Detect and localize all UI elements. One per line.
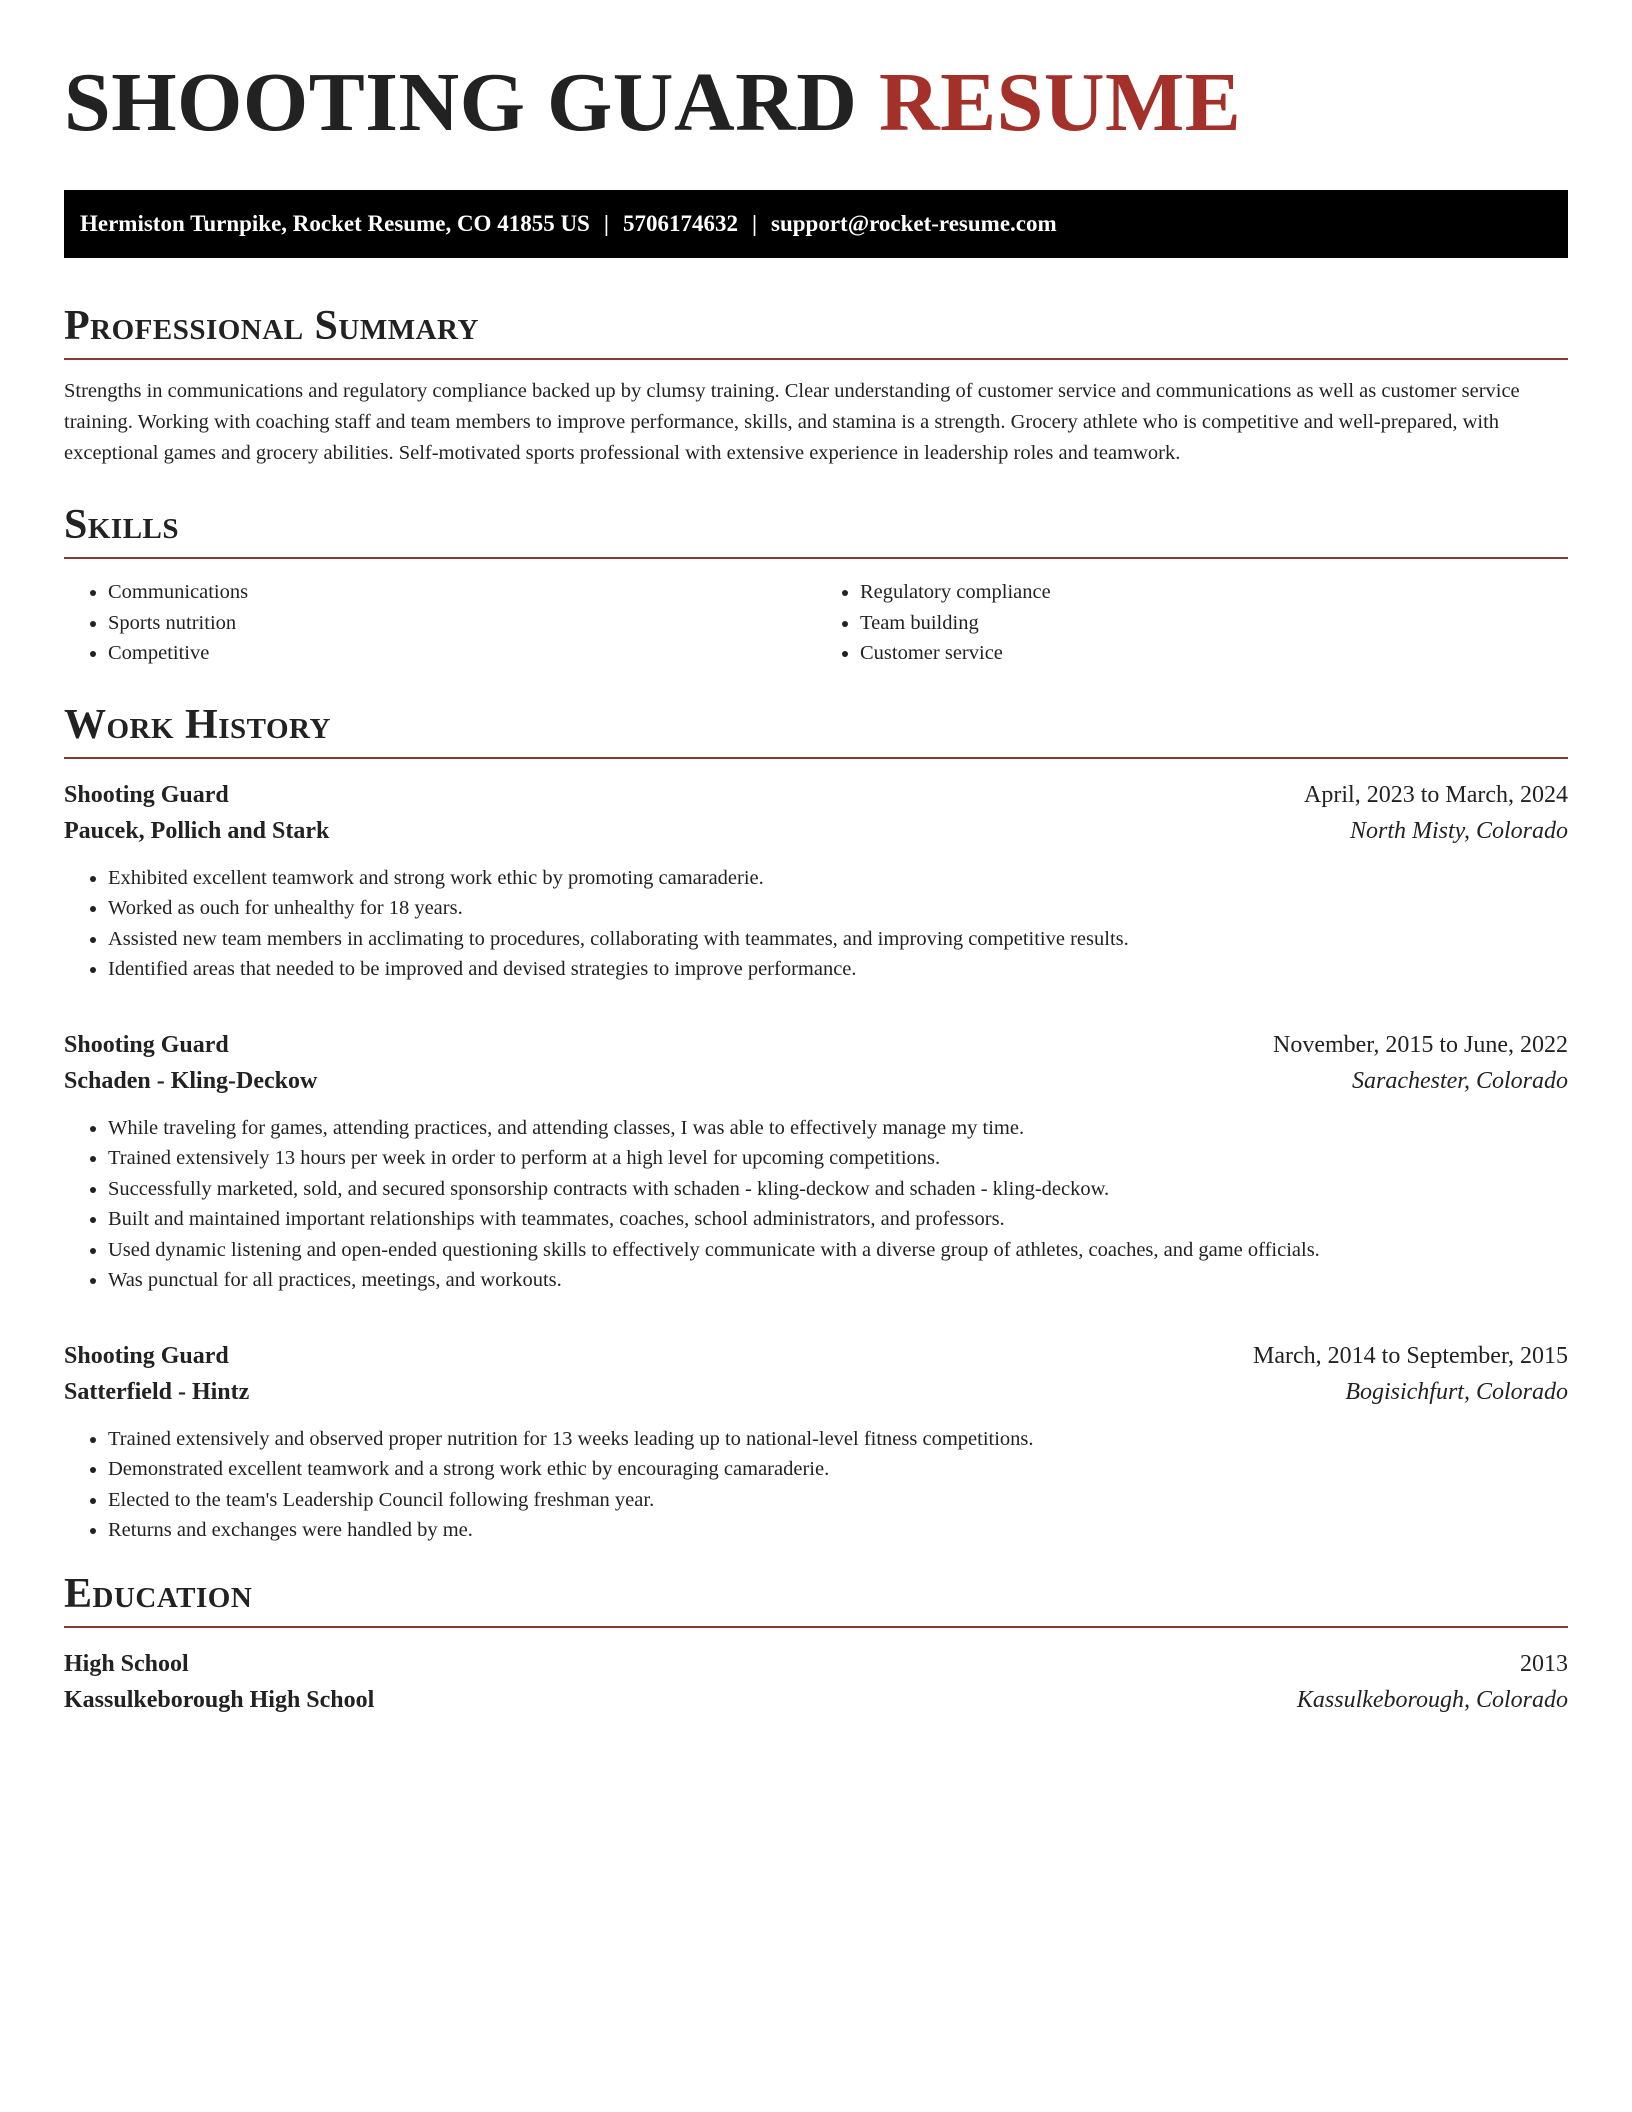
job-dates: November, 2015 to June, 2022 <box>1273 1031 1568 1058</box>
job-bullet: • While traveling for games, attending practices, and attending classes, I was able to effectively manage my time. <box>108 1113 1568 1144</box>
job-bullet: • Worked as ouch for unhealthy for 18 years. <box>108 893 1568 924</box>
job-location: Sarachester, Colorado <box>1352 1067 1568 1094</box>
education-section <box>64 1568 1568 1718</box>
title-role: SHOOTING GUARD <box>64 56 858 149</box>
job-company-row <box>64 1063 1568 1099</box>
contact-separator: | <box>603 211 609 236</box>
skills-left-list <box>64 577 816 669</box>
education-heading: Education <box>64 1570 253 1617</box>
education-degree-row <box>64 1646 1568 1682</box>
job-entry <box>64 1338 1568 1546</box>
resume-title <box>64 58 1568 148</box>
job-role: Shooting Guard <box>64 781 229 808</box>
title-resume-word: RESUME <box>878 56 1242 149</box>
job-bullet: • Built and maintained important relationships with teammates, coaches, school administrators, and professors. <box>108 1204 1568 1235</box>
skills-columns <box>64 577 1568 669</box>
job-dates: April, 2023 to March, 2024 <box>1304 781 1568 808</box>
job-title-row <box>64 777 1568 813</box>
job-bullet: • Trained extensively and observed proper nutrition for 13 weeks leading up to national-level fitness competitions. <box>108 1424 1568 1455</box>
job-bullets <box>64 1424 1568 1546</box>
contact-separator: | <box>751 211 758 236</box>
job-title-row <box>64 1338 1568 1374</box>
job-company: Satterfield - Hintz <box>64 1378 250 1405</box>
section-divider <box>64 358 1568 360</box>
job-bullet: • Returns and exchanges were handled by me. <box>108 1515 1568 1546</box>
job-bullet: • Used dynamic listening and open-ended questioning skills to effectively communicate with a diverse group of athletes, coaches, and game officials. <box>108 1235 1568 1266</box>
contact-email: support@rocket-resume.com <box>771 211 1057 236</box>
job-company-row <box>64 1374 1568 1410</box>
skill-item: • Team building <box>860 608 1568 639</box>
contact-address: Hermiston Turnpike, Rocket Resume, CO 41855 US <box>80 211 590 236</box>
skill-item: • Sports nutrition <box>108 608 816 639</box>
job-bullet: • Identified areas that needed to be improved and devised strategies to improve performance. <box>108 954 1568 985</box>
section-divider <box>64 557 1568 559</box>
skill-item: • Regulatory compliance <box>860 577 1568 608</box>
job-bullet: • Was punctual for all practices, meetings, and workouts. <box>108 1265 1568 1296</box>
job-bullets <box>64 1113 1568 1296</box>
section-divider <box>64 1626 1568 1628</box>
job-title-row <box>64 1027 1568 1063</box>
contact-bar <box>64 190 1568 258</box>
summary-heading: Professional Summary <box>64 303 479 349</box>
job-bullet: • Successfully marketed, sold, and secured sponsorship contracts with schaden - kling-deckow and schaden - kling-deckow. <box>108 1174 1568 1205</box>
job-location: North Misty, Colorado <box>1349 817 1568 844</box>
job-entry <box>64 1027 1568 1296</box>
job-role: Shooting Guard <box>64 1031 229 1058</box>
skills-right-list <box>816 577 1568 669</box>
work-history-heading: Work History <box>64 701 331 748</box>
job-role: Shooting Guard <box>64 1342 229 1369</box>
education-school-row <box>64 1682 1568 1718</box>
skill-item: • Communications <box>108 577 816 608</box>
skill-item: • Competitive <box>108 638 816 669</box>
job-company: Schaden - Kling-Deckow <box>64 1067 318 1094</box>
education-degree: High School <box>64 1650 189 1677</box>
education-year: 2013 <box>1520 1650 1568 1677</box>
education-entry <box>64 1646 1568 1718</box>
job-location: Bogisichfurt, Colorado <box>1345 1378 1568 1405</box>
summary-section <box>64 300 1568 469</box>
education-school: Kassulkeborough High School <box>64 1686 375 1713</box>
education-location: Kassulkeborough, Colorado <box>1296 1686 1568 1713</box>
section-divider <box>64 757 1568 759</box>
work-history-section <box>64 699 1568 1546</box>
skills-section <box>64 499 1568 669</box>
skill-item: • Customer service <box>860 638 1568 669</box>
job-bullet: • Assisted new team members in acclimating to procedures, collaborating with teammates, and improving competitive results. <box>108 924 1568 955</box>
job-dates: March, 2014 to September, 2015 <box>1253 1342 1568 1369</box>
job-company: Paucek, Pollich and Stark <box>64 817 330 844</box>
job-bullet: • Exhibited excellent teamwork and strong work ethic by promoting camaraderie. <box>108 863 1568 894</box>
summary-text: Strengths in communications and regulatory compliance backed up by clumsy training. Clear understanding of customer service and communications as well as customer service training. Working with coaching staff and team members to improve performance, skills, and stamina is a strength. Grocery athlete who is competitive and well-prepared, with exceptional games and grocery abilities. Self-motivated sports professional with extensive experience in leadership roles and teamwork. <box>64 380 1520 464</box>
job-bullets <box>64 863 1568 985</box>
job-company-row <box>64 813 1568 849</box>
job-bullet: • Demonstrated excellent teamwork and a strong work ethic by encouraging camaraderie. <box>108 1454 1568 1485</box>
contact-phone: 5706174632 <box>622 211 738 236</box>
job-bullet: • Trained extensively 13 hours per week in order to perform at a high level for upcoming competitions. <box>108 1143 1568 1174</box>
job-bullet: • Elected to the team's Leadership Council following freshman year. <box>108 1485 1568 1516</box>
job-entry <box>64 777 1568 985</box>
skills-heading: Skills <box>64 502 180 548</box>
